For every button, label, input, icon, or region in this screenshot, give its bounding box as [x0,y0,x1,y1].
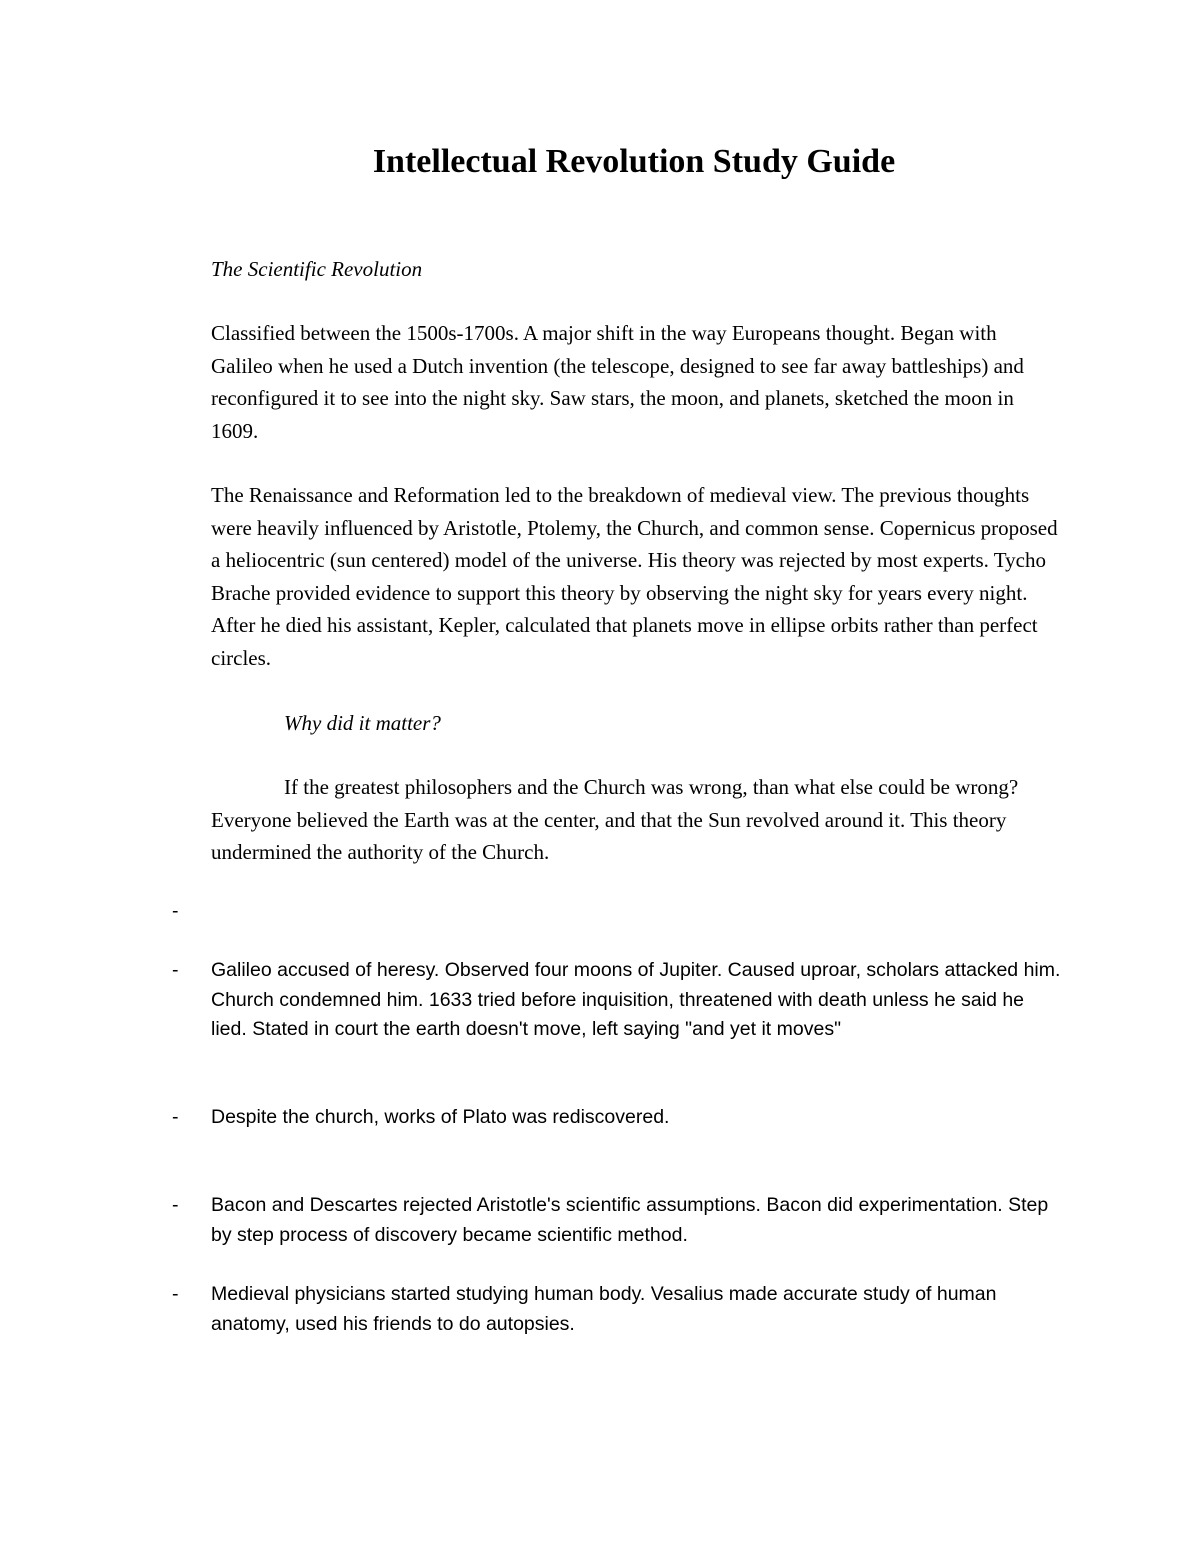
list-item [172,897,1062,927]
list-item [172,1280,1062,1339]
list-item-text: Despite the church, works of Plato was rediscovered. [211,1106,670,1128]
paragraph-renaissance: The Renaissance and Reformation led to the breakdown of medieval view. The previous thoughts were heavily influenced by Aristotle, Ptolemy, the Church, and common sense. Copernicus proposed a heliocentric (sun centered) model of the universe. His theory was rejected by most experts. Tycho Brache provided evidence to support this theory by observing the night sky for years every night. After he died his assistant, Kepler, calculated that planets move in ellipse orbits rather than perfect circles. [211,483,1058,670]
subheading-why-it-mattered: Why did it matter? [284,711,441,735]
bullet-dash: - [172,959,179,981]
list-item-text: Bacon and Descartes rejected Aristotle's scientific assumptions. Bacon did experimentation. Step by step process of discovery became scientific method. [211,1194,1049,1246]
list-item-text [211,897,1062,927]
document-title: Intellectual Revolution Study Guide [372,143,896,180]
list-item [172,1191,1062,1250]
paragraph-classified: Classified between the 1500s-1700s. A major shift in the way Europeans thought. Began with Galileo when he used a Dutch invention (the telescope, designed to see far away battleships) and reconfigured it to see into the night sky. Saw stars, the moon, and planets, sketched the moon in 1609. [211,321,1024,443]
list-item [172,1103,1062,1133]
bullet-dash: - [172,1194,179,1216]
bullet-dash: - [172,1106,179,1128]
list-item [172,956,1062,1045]
list-item-text: Galileo accused of heresy. Observed four moons of Jupiter. Caused uproar, scholars attacked him. Church condemned him. 1633 tried before inquisition, threatened with death unless he said he lied. Stated in court the earth doesn't move, left saying "and yet it moves" [211,959,1061,1040]
paragraph-why-it-mattered: If the greatest philosophers and the Church was wrong, than what else could be wrong? Everyone believed the Earth was at the center, and that the Sun revolved around it. This theory undermined the authority of the Church. [211,775,1019,864]
section-heading: The Scientific Revolution [211,257,423,281]
list-item-text: Medieval physicians started studying human body. Vesalius made accurate study of human anatomy, used his friends to do autopsies. [211,1283,997,1335]
bullet-dash: - [172,1283,179,1305]
bullet-dash: - [172,900,179,922]
